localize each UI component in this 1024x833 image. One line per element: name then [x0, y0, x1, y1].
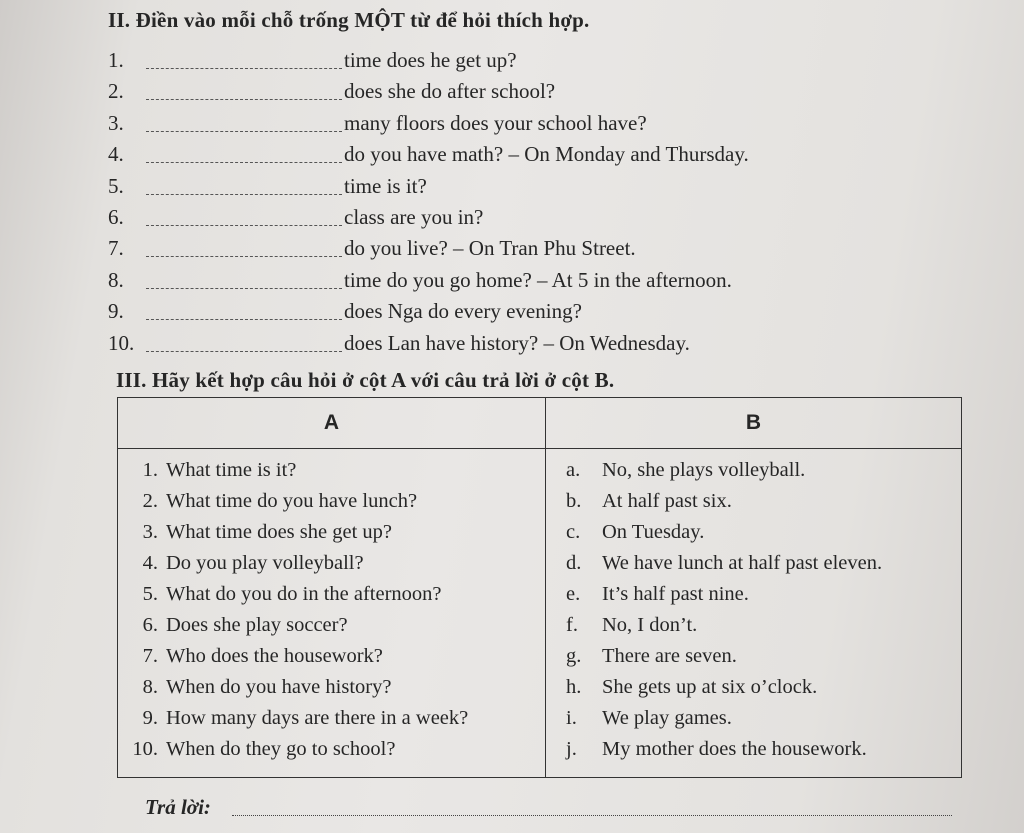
question-number: 6. [142, 614, 158, 636]
answer-row [546, 548, 961, 579]
item-text: does she do after school? [344, 79, 556, 104]
list-item [108, 172, 908, 203]
answer-text: My mother does the housework. [602, 738, 867, 760]
item-text: does Nga do every evening? [344, 299, 582, 324]
answer-text: She gets up at six o’clock. [602, 676, 818, 698]
answer-letter: i. [566, 707, 577, 729]
matching-table [117, 397, 962, 778]
question-row [118, 486, 545, 517]
answer-letter: d. [566, 552, 582, 574]
answer-line[interactable] [232, 815, 952, 816]
answer-blank[interactable] [146, 288, 342, 289]
answer-text: It’s half past nine. [602, 583, 749, 605]
answer-letter: b. [566, 490, 582, 512]
answer-blank[interactable] [146, 68, 342, 69]
answer-blank[interactable] [146, 194, 342, 195]
question-row [118, 548, 545, 579]
question-number: 8. [142, 676, 158, 698]
item-number: 4. [108, 142, 124, 167]
answer-blank[interactable] [146, 319, 342, 320]
item-text: do you have math? – On Monday and Thursday. [344, 142, 749, 167]
item-text: time is it? [344, 173, 427, 198]
answer-blank[interactable] [146, 351, 342, 352]
answer-text: On Tuesday. [602, 521, 705, 543]
item-number: 1. [108, 48, 124, 72]
section-2-title: II. Điền vào mỗi chỗ trống MỘT từ để hỏi thích hợp. [108, 8, 590, 32]
question-text: What do you do in the afternoon? [166, 583, 442, 605]
item-number: 3. [108, 110, 124, 135]
list-item [108, 297, 908, 328]
question-row [118, 703, 545, 734]
answer-letter: e. [566, 583, 581, 605]
fill-in-list [108, 46, 908, 360]
question-text: What time is it? [166, 459, 297, 481]
column-a-header: A [118, 398, 546, 449]
item-text: time do you go home? – At 5 in the afternoon. [344, 267, 732, 292]
answer-row [546, 579, 961, 610]
answer-letter: g. [566, 645, 582, 667]
question-row [118, 672, 545, 703]
item-number: 2. [108, 79, 124, 104]
question-number: 10. [132, 738, 158, 760]
answer-letter: c. [566, 521, 581, 543]
item-number: 7. [108, 236, 124, 261]
answer-blank[interactable] [146, 256, 342, 257]
answer-label: Trả lời: [145, 795, 211, 819]
question-row [118, 641, 545, 672]
answer-letter: j. [566, 738, 577, 760]
question-number: 2. [142, 490, 158, 512]
column-b-header: B [546, 398, 962, 449]
column-b-cell [546, 449, 962, 778]
item-number: 6. [108, 204, 124, 229]
question-text: Does she play soccer? [166, 614, 348, 636]
question-row [118, 734, 545, 765]
question-number: 1. [142, 459, 158, 481]
list-item [108, 46, 908, 77]
question-number: 3. [142, 521, 158, 543]
item-number: 9. [108, 299, 124, 324]
question-number: 9. [142, 707, 158, 729]
question-number: 4. [142, 552, 158, 574]
question-text: How many days are there in a week? [166, 707, 469, 729]
question-number: 7. [142, 645, 158, 667]
question-text: When do you have history? [166, 676, 392, 698]
list-item [108, 77, 908, 108]
answer-letter: h. [566, 676, 582, 698]
list-item [108, 234, 908, 265]
answer-blank[interactable] [146, 225, 342, 226]
question-text: What time do you have lunch? [166, 490, 418, 512]
answer-row [546, 517, 961, 548]
list-item [108, 109, 908, 140]
answer-blank[interactable] [146, 162, 342, 163]
item-text: class are you in? [344, 204, 484, 229]
answer-row [546, 703, 961, 734]
item-text: do you live? – On Tran Phu Street. [344, 236, 636, 261]
answer-row [546, 610, 961, 641]
answer-letter: f. [566, 614, 578, 636]
answer-blank[interactable] [146, 131, 342, 132]
question-row [118, 455, 545, 486]
item-text: time does he get up? [344, 48, 517, 72]
question-text: Who does the housework? [166, 645, 383, 667]
answer-blank[interactable] [146, 99, 342, 100]
question-text: Do you play volleyball? [166, 552, 364, 574]
question-number: 5. [142, 583, 158, 605]
answer-text: No, I don’t. [602, 614, 698, 636]
item-number: 5. [108, 173, 124, 198]
question-text: What time does she get up? [166, 521, 393, 543]
question-text: When do they go to school? [166, 738, 396, 760]
item-number: 8. [108, 267, 124, 292]
column-a-cell [118, 449, 546, 778]
answer-row [546, 672, 961, 703]
item-text: many floors does your school have? [344, 110, 647, 135]
question-row [118, 610, 545, 641]
list-item [108, 203, 908, 234]
item-text: does Lan have history? – On Wednesday. [344, 330, 690, 355]
answer-text: There are seven. [602, 645, 737, 667]
list-item [108, 140, 908, 171]
question-row [118, 517, 545, 548]
answer-row [546, 641, 961, 672]
question-row [118, 579, 545, 610]
answer-row [546, 486, 961, 517]
item-number: 10. [108, 330, 135, 355]
answer-row [546, 455, 961, 486]
section-3-title: III. Hãy kết hợp câu hỏi ở cột A với câu trả lời ở cột B. [116, 368, 615, 392]
answer-text: No, she plays volleyball. [602, 459, 806, 481]
answer-row [546, 734, 961, 765]
list-item [108, 329, 908, 360]
list-item [108, 266, 908, 297]
answer-text: At half past six. [602, 490, 732, 512]
answer-text: We play games. [602, 707, 732, 729]
answer-text: We have lunch at half past eleven. [602, 552, 883, 574]
answer-letter: a. [566, 459, 581, 481]
